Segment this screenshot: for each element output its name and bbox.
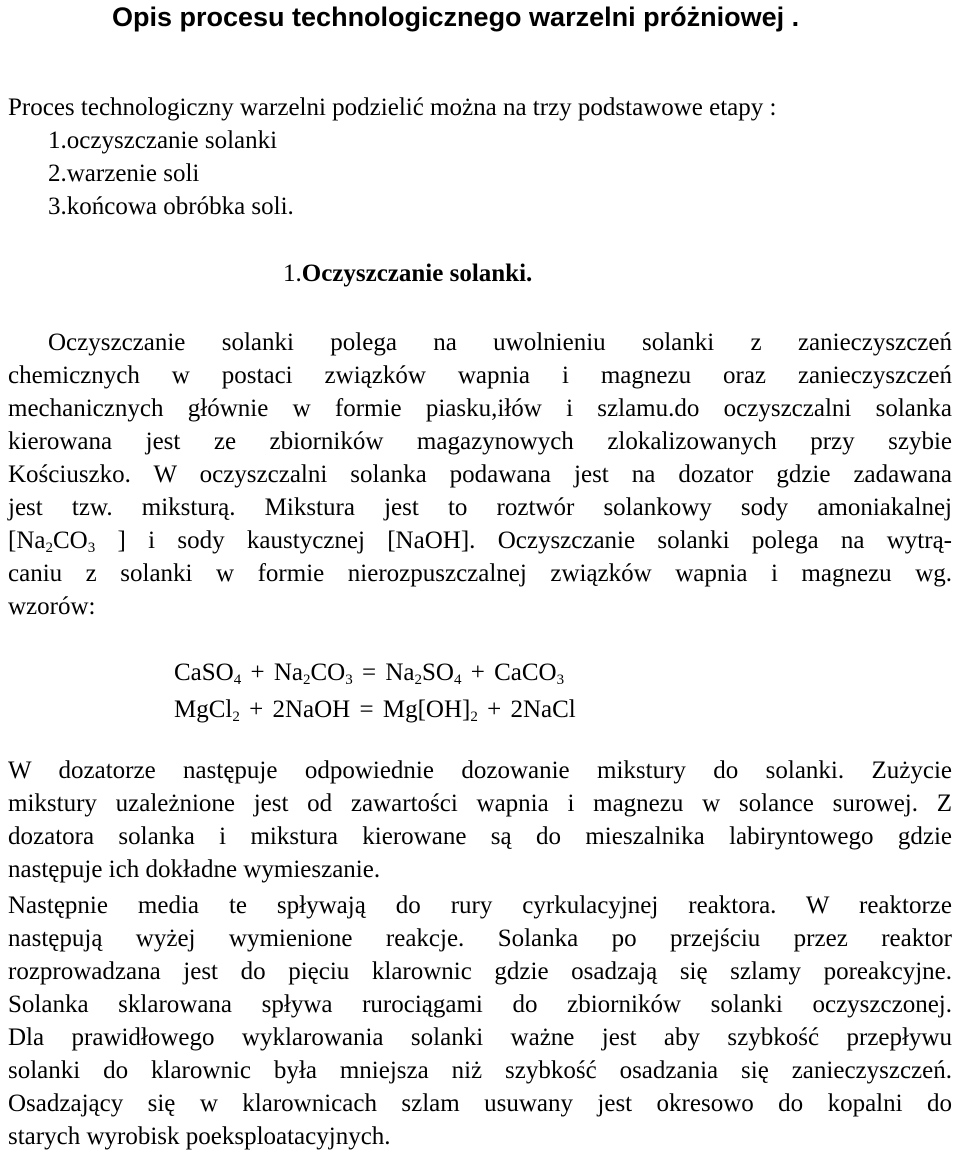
section-heading bbox=[283, 257, 532, 291]
formula-calcium: CaSO$_4$ + $Na_2CO_3 = Na_2SO_4$ + CaCO$_3$ bbox=[174, 659, 565, 688]
stage-item-1: 1.oczyszczanie solanki bbox=[48, 127, 278, 154]
p3-line-2: następują wyżej wymienione reakcje. Solanka po przejściu przez reaktor bbox=[8, 925, 952, 952]
p2-line-1: W dozatorze następuje odpowiednie dozowanie mikstury do solanki. Zużycie bbox=[8, 757, 952, 784]
p3-line-8: starych wyrobisk poeksploatacyjnych. bbox=[8, 1123, 391, 1150]
p1-line-8: caniu z solanki w formie nierozpuszczalnej związków wapnia i magnezu wg. bbox=[8, 560, 952, 587]
p2-line-2: mikstury uzależnione jest od zawartości wapnia i magnezu w solance surowej. Z bbox=[8, 790, 952, 817]
p3-line-7: Osadzający się w klarownicach szlam usuwany jest okresowo do kopalni do bbox=[8, 1090, 952, 1117]
p3-line-5: Dla prawidłowego wyklarowania solanki ważne jest aby szybkość przepływu bbox=[8, 1024, 952, 1051]
p1-line-7: [$Na_2CO_3$ ] i sody kaustycznej [NaOH]. Oczyszczanie solanki polega na wytrą- bbox=[8, 527, 952, 556]
p2-line-4: następuje ich dokładne wymieszanie. bbox=[8, 856, 381, 883]
stage-item-3: 3.końcowa obróbka soli. bbox=[48, 193, 294, 220]
p1-line-2: chemicznych w postaci związków wapnia i magnezu oraz zanieczyszczeń bbox=[8, 362, 952, 389]
p1-line-3: mechanicznych głównie w formie piasku,iłów i szlamu.do oczyszczalni solanka bbox=[8, 395, 952, 422]
p1-line-5: Kościuszko. W oczyszczalni solanka podawana jest na dozator gdzie zadawana bbox=[8, 461, 952, 488]
paragraph-1 bbox=[8, 326, 952, 623]
p3-line-6: solanki do klarownic była mniejsza niż szybkość osadzania się zanieczyszczeń. bbox=[8, 1057, 952, 1084]
intro-text: Proces technologiczny warzelni podzielić można na trzy podstawowe etapy : bbox=[8, 94, 777, 121]
paragraph-2 bbox=[8, 754, 952, 886]
p3-line-4: Solanka sklarowana spływa rurociągami do zbiorników solanki oczyszczonej. bbox=[8, 991, 952, 1018]
section-number: 1. bbox=[283, 260, 302, 287]
p1-line-6: jest tzw. miksturą. Mikstura jest to roztwór solankowy sody amoniakalnej bbox=[8, 494, 952, 521]
p1-line-4: kierowana jest ze zbiorników magazynowych zlokalizowanych przy szybie bbox=[8, 428, 952, 455]
section-title: Oczyszczanie solanki. bbox=[301, 260, 533, 287]
p3-line-3: rozprowadzana jest do pięciu klarownic gdzie osadzają się szlamy poreakcyjne. bbox=[8, 958, 952, 985]
p2-line-3: dozatora solanka i mikstura kierowane są do mieszalnika labiryntowego gdzie bbox=[8, 823, 952, 850]
formula-magnesium: MgCl$_2$ + 2NaOH = $Mg[OH]_2$ + 2NaCl bbox=[174, 696, 576, 725]
p1-line-1: Oczyszczanie solanki polega na uwolnieniu solanki z zanieczyszczeń bbox=[48, 329, 952, 356]
document-title: Opis procesu technologicznego warzelni próżniowej . bbox=[112, 2, 800, 32]
p3-line-1: Następnie media te spływają do rury cyrkulacyjnej reaktora. W reaktorze bbox=[8, 892, 952, 919]
stage-item-2: 2.warzenie soli bbox=[48, 160, 200, 187]
paragraph-3 bbox=[8, 889, 952, 1153]
p1-line-9: wzorów: bbox=[8, 593, 96, 620]
